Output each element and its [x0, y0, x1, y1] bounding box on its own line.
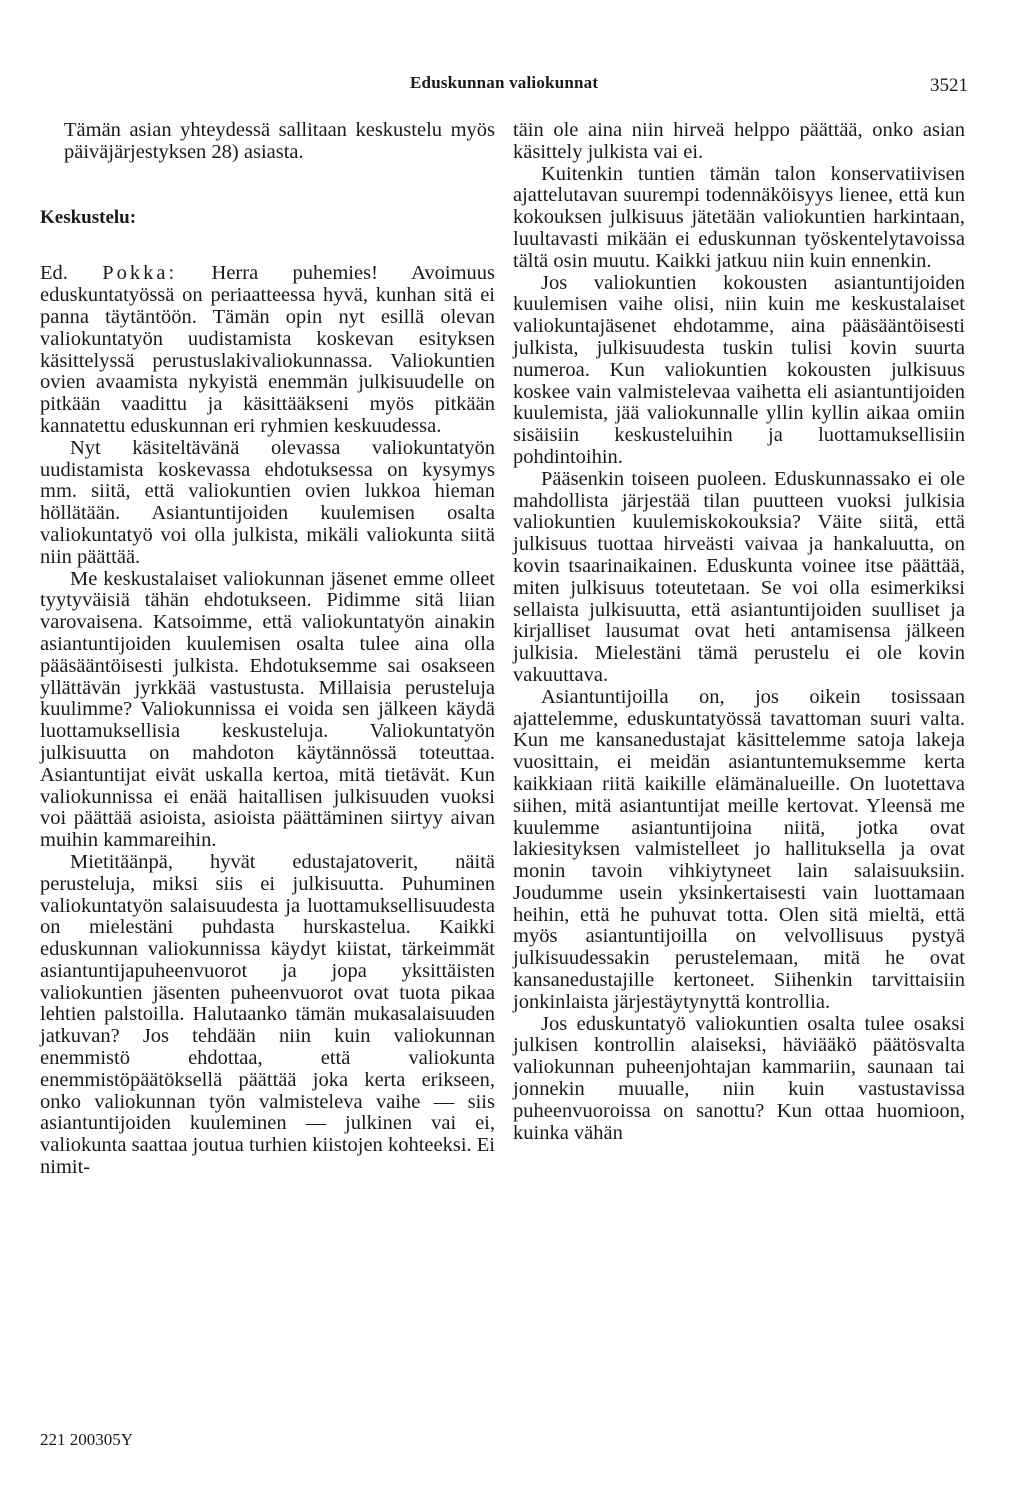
- speech-paragraph-2: Nyt käsiteltävänä olevassa valiokuntatyön uudistamista koskevassa ehdotuksessa on kysymys mm. siitä, että valiokuntien ovien lukkoa hieman höllätään. Asiantuntijoiden kuulemisen osalta valiokuntatyö voi olla julkista, mikäli valiokunta siitä niin päättää.: [40, 436, 495, 568]
- speaker-name: Pokka:: [102, 262, 178, 285]
- right-column: [513, 120, 965, 1144]
- right-paragraph-4: Pääsenkin toiseen puoleen. Eduskunnassako ei ole mahdollista järjestää tilan puutteen vuoksi julkisia valiokuntien kuulemiskokouksia? Väite siitä, että julkisuus tuottaa hirveästi vaivaa ja hankaluutta, on kovin tsaarinaikainen. Eduskunta voinee itse päättää, miten julkisuus toteutetaan. Se voi olla esimerkiksi sellaista julkisuutta, että asiantuntijoiden suulliset ja kirjalliset lausumat ovat heti antamisensa jälkeen julkisia. Mielestäni tämä perustelu ei ole kovin vakuuttava.: [513, 467, 965, 686]
- running-header-title: Eduskunnan valiokunnat: [410, 73, 599, 92]
- right-paragraph-5: Asiantuntijoilla on, jos oikein tosissaan ajattelemme, eduskuntatyössä tavattoman suuri valta. Kun me kansanedustajat käsittelemme satoja lakeja vuosittain, ei meidän asiantuntemuksemme kerta kaikkiaan riitä kaikille elämänalueille. On luotettava siihen, mitä asiantuntijat meille kertovat. Yleensä me kuulemme asiantuntijoina niitä, jotka ovat lakiesityksen valmistelleet jo hallituksella ja ovat monin tavoin vihkiytyneet lain salaisuuksiin. Joudumme usein yksinkertaisesti vain luottamaan heihin, että he puhuvat totta. Olen sitä mieltä, että myös asiantuntijoilla on velvollisuus pystyä julkisuudessakin perustelemaan, mitä he ovat kansanedustajille kertoneet. Siihenkin tarvittaisiin jonkinlaista järjestäytynyttä kontrollia.: [513, 685, 965, 1013]
- speaker-prefix: Ed.: [40, 262, 68, 285]
- speech-paragraph-1-text: Herra puhemies! Avoimuus eduskuntatyössä on periaatteessa hyvä, kunhan sitä ei panna täytäntöön. Tämän opin nyt esillä olevan valiokuntatyön uudistamista koskevan esityksen käsittelyssä perustuslakivaliokunnassa. Valiokuntien ovien avaamista nykyistä enemmän julkisuudelle on pitkään vaadittu ja käsittääkseni myös pitkään kannatettu eduskunnan eri ryhmien keskuudessa.: [40, 262, 495, 437]
- section-heading: Keskustelu:: [40, 206, 137, 228]
- right-paragraph-1: täin ole aina niin hirveä helppo päättää, onko asian käsittely julkista vai ei.: [513, 119, 965, 163]
- intro-paragraph: Tämän asian yhteydessä sallitaan keskustelu myös päiväjärjestyksen 28) asiasta.: [64, 119, 495, 163]
- speech-paragraph-3: Me keskustalaiset valiokunnan jäsenet emme olleet tyytyväisiä tähän ehdotukseen. Pidimme sitä liian varovaisena. Katsoimme, että valiokuntatyön ainakin asiantuntijoiden kuulemisen osalta tulee aina olla pääsääntöisesti julkista. Ehdotuksemme sai osakseen yllättävän jyrkkää vastustusta. Millaisia perusteluja kuulimme? Valiokunnissa ei voida sen jälkeen käydä luottamuksellisia keskusteluja. Valiokuntatyön julkisuutta on mahdoton käytännössä toteuttaa. Asiantuntijat eivät uskalla kertoa, mitä tietävät. Kun valiokunnissa ei enää haitallisen julkisuuden vuoksi voi päättää asioista, asioista päättäminen siirtyy aivan muihin kammareihin.: [40, 567, 495, 852]
- speech-paragraph-1: [40, 263, 495, 437]
- right-paragraph-6: Jos eduskuntatyö valiokuntien osalta tulee osaksi julkisen kontrollin alaiseksi, häviääkö päätösvalta valiokunnan puheenjohtajan kammariin, saunaan tai jonnekin muualle, niin kuin vastustavissa puheenvuoroissa on sanottu? Kun ottaa huomioon, kuinka vähän: [513, 1012, 965, 1144]
- right-paragraph-2: Kuitenkin tuntien tämän talon konservatiivisen ajattelutavan suurempi todennäköisyys lienee, että kun kokouksen julkisuus jätetään valiokuntien harkintaan, luultavasti mikään ei eduskunnan työskentelytavoissa tältä osin muutu. Kaikki jatkuu niin kuin ennenkin.: [513, 162, 965, 272]
- speech-paragraph-4: Mietitäänpä, hyvät edustajatoverit, näitä perusteluja, miksi siis ei julkisuutta. Puhuminen valiokuntatyön salaisuudesta ja luottamuksellisuudesta on mielestäni puhdasta hurskastelua. Kaikki eduskunnan valiokunnissa käydyt kiistat, tärkeimmät asiantuntijapuheenvuorot ja jopa yksittäisten valiokuntien jäsenten puheenvuorot ovat tuota pikaa lehtien palstoilla. Halutaanko tämän mukasalaisuuden jatkuvan? Jos tehdään niin kuin valiokunnan enemmistö ehdottaa, että valiokunta enemmistöpäätöksellä päättää joka kerta erikseen, onko valiokunnan työn valmisteleva vaihe — siis asiantuntijoiden kuuleminen — julkinen vai ei, valiokunta saattaa joutua turhien kiistojen kohteeksi. Ei nimit-: [40, 850, 495, 1179]
- left-column: [40, 120, 495, 1179]
- footer-print-code: 221 200305Y: [40, 1430, 134, 1449]
- right-paragraph-3: Jos valiokuntien kokousten asiantuntijoiden kuulemisen vaihe olisi, niin kuin me keskustalaiset valiokuntajäsenet ehdotamme, aina pääsääntöisesti julkista, julkisuudesta tuskin tulisi kovin suurta numeroa. Kun valiokuntien kokousten julkisuus koskee vain valmistelevaa vaihetta eli asiantuntijoiden kuulemista, jää valiokunnalle yllin kyllin aikaa omiin sisäisiin keskusteluihin ja luottamuksellisiin pohdintoihin.: [513, 271, 965, 468]
- page-number: 3521: [930, 75, 968, 96]
